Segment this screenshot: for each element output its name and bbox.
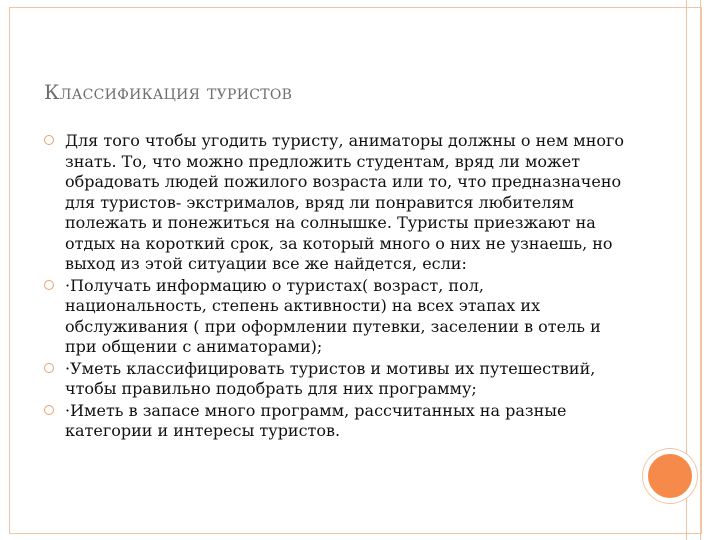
bullet-text: ·Уметь классифицировать туристов и мотивы их путешествий, чтобы правильно подобрать для них программу;: [65, 358, 596, 398]
bullet-list: [44, 131, 624, 442]
bullet-text: ·Получать информацию о туристах( возраст, пол, национальность, степень активности) на всех этапах их обслуживания ( при оформлении путевки, заселении в отель и при общении с аниматорами);: [65, 275, 601, 356]
bullet-ring-icon: [44, 280, 54, 290]
bullet-ring-icon: [44, 135, 54, 145]
bullet-item: [44, 401, 624, 442]
bullet-text: ·Иметь в запасе много программ, рассчитанных на разные категории и интересы туристов.: [65, 400, 567, 440]
bullet-item: [44, 359, 624, 400]
bullet-text: Для того чтобы угодить туристу, аниматоры должны о нем много знать. То, что можно предложить студентам, вряд ли может обрадовать людей пожилого возраста или то, что предназначено для туристов- экстрималов, вряд ли понравится любителям полежать и понежиться на солнышке. Туристы приезжают на отдых на короткий срок, за который много о них не узнаешь, но выход из этой ситуации все же найдется, если:: [65, 131, 625, 273]
bullet-item: [44, 131, 624, 275]
bullet-ring-icon: [44, 405, 54, 415]
bullet-ring-icon: [44, 363, 54, 373]
bullet-item: [44, 276, 624, 358]
decorative-circle: [643, 449, 697, 503]
slide-title: Классификация туристов: [44, 80, 293, 104]
